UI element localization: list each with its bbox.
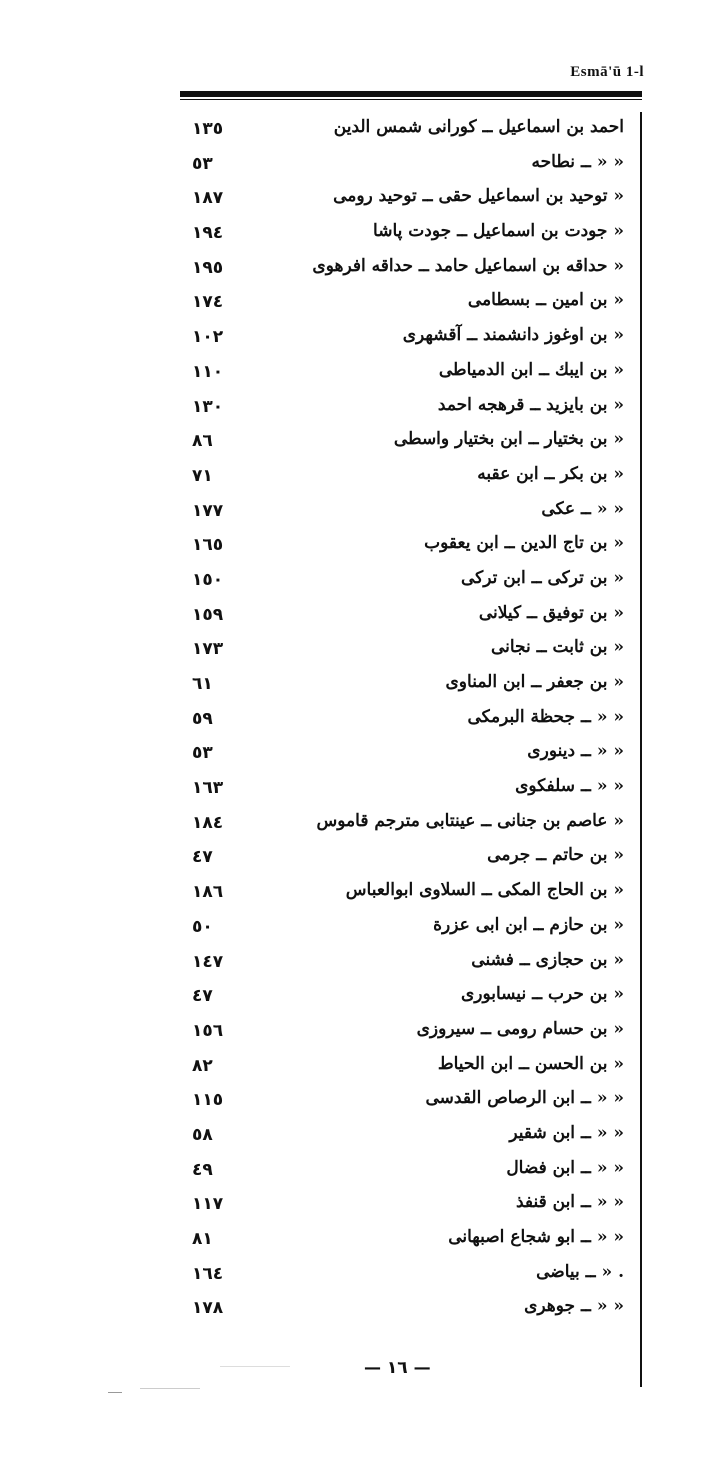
entry-page-number: ١٦٣ — [192, 778, 224, 799]
entry-name: « بن امین ــ بسطامی — [467, 290, 624, 311]
entry-name: « بن حجازی ــ فشنی — [471, 949, 624, 970]
index-entry — [180, 114, 632, 149]
index-entry — [180, 600, 632, 635]
entry-name: « جودت بن اسماعیل ــ جودت پاشا — [373, 221, 624, 242]
entry-page-number: ١٣٠ — [192, 396, 224, 417]
index-entry — [180, 669, 632, 704]
top-rule — [180, 91, 642, 97]
entry-name: . « ــ بیاضی — [536, 1261, 624, 1282]
scan-speck — [108, 1392, 122, 1393]
entry-page-number: ٤٩ — [192, 1159, 213, 1180]
entry-name: « « ــ ابن فضال — [506, 1157, 624, 1178]
top-rule-thin — [180, 99, 642, 100]
scan-speck — [140, 1388, 200, 1389]
index-entry — [180, 461, 632, 496]
entry-page-number: ٥٣ — [192, 153, 213, 174]
entry-name: « توحید بن اسماعیل حقی ــ توحید رومی — [333, 186, 624, 207]
entry-name: « « ــ ابن قنفذ — [515, 1192, 624, 1213]
index-entry — [180, 565, 632, 600]
entry-name: « « ــ جحظة البرمکی — [467, 706, 624, 727]
entry-name: « بن بختیار ــ ابن بختیار واسطی — [393, 429, 624, 450]
index-entry — [180, 1051, 632, 1086]
index-entry — [180, 912, 632, 947]
entry-page-number: ٨٢ — [192, 1055, 213, 1076]
entry-page-number: ١٩٥ — [192, 257, 224, 278]
entry-page-number: ٥٣ — [192, 743, 213, 764]
entry-page-number: ٤٧ — [192, 847, 213, 868]
entry-page-number: ١٥٦ — [192, 1020, 224, 1041]
index-entry — [180, 1259, 632, 1294]
entry-page-number: ١٠٢ — [192, 327, 224, 348]
index-entry — [180, 287, 632, 322]
entry-page-number: ١١٥ — [192, 1090, 224, 1111]
entry-page-number: ١٥٩ — [192, 604, 224, 625]
entry-name: « بن بکر ــ ابن عقبه — [477, 463, 624, 484]
entry-name: « بن توفیق ــ کیلانی — [478, 602, 624, 623]
entry-name: « « ــ نطاحه — [531, 151, 624, 172]
entry-name: « « ــ ابو شجاع اصبهانی — [448, 1227, 624, 1247]
index-entry — [180, 322, 632, 357]
entry-name: « « ــ ابن شقیر — [509, 1122, 624, 1143]
index-entry — [180, 253, 632, 288]
index-entry — [180, 842, 632, 877]
entry-name: « بن ایبك ــ ابن الدمیاطی — [438, 359, 624, 380]
entry-page-number: ١٩٤ — [192, 223, 224, 244]
index-entry — [180, 149, 632, 184]
entry-name: « بن تاج الدین ــ ابن یعقوب — [424, 533, 624, 554]
index-entry — [180, 530, 632, 565]
index-entry — [180, 1224, 632, 1259]
index-entry — [180, 426, 632, 461]
entry-name: « بن ترکی ــ ابن ترکی — [461, 567, 624, 588]
entry-name: « « ــ عکی — [541, 498, 624, 519]
index-entry — [180, 808, 632, 843]
entry-page-number: ١٧٧ — [192, 500, 224, 521]
entry-page-number: ٥٩ — [192, 708, 213, 729]
index-entry — [180, 392, 632, 427]
entry-name: « عاصم بن جنانی ــ عینتابی مترجم قاموس — [316, 810, 624, 831]
entry-page-number: ١٦٥ — [192, 535, 224, 556]
index-entry — [180, 1120, 632, 1155]
entry-page-number: ١٣٥ — [192, 119, 224, 139]
entry-name: « حداقه بن اسماعیل حامد ــ حداقه افرهوی — [312, 255, 624, 276]
entry-page-number: ٧١ — [192, 465, 213, 486]
entry-page-number: ٤٧ — [192, 986, 213, 1007]
entry-page-number: ١٨٧ — [192, 188, 224, 209]
index-entry — [180, 496, 632, 531]
entry-name: احمد بن اسماعیل ــ کورانی شمس الدین — [333, 117, 624, 137]
index-entry — [180, 1293, 632, 1328]
entry-name: « بن الحاج المکی ــ السلاوی ابوالعباس — [345, 880, 624, 901]
running-header: Esmā'ū 1-l — [570, 64, 644, 80]
entry-name: « « ــ دینوری — [527, 741, 624, 762]
index-entry — [180, 877, 632, 912]
entry-page-number: ١٥٠ — [192, 569, 224, 590]
entry-name: « بن حاتم ــ جرمی — [487, 845, 624, 866]
entry-name: « بن حسام رومی ــ سیروزی — [416, 1018, 624, 1039]
index-entry — [180, 981, 632, 1016]
entry-name: « بن ثابت ــ نجانی — [490, 637, 624, 658]
entry-name: « بن حازم ــ ابن ابی عزرة — [433, 914, 624, 935]
entry-name: « « ــ ابن الرصاص القدسی — [425, 1088, 624, 1109]
index-entry — [180, 357, 632, 392]
entry-page-number: ١٧٨ — [192, 1298, 224, 1319]
index-entry — [180, 1085, 632, 1120]
index-entry — [180, 1155, 632, 1190]
index-entry — [180, 773, 632, 808]
entry-page-number: ٥٠ — [192, 916, 213, 937]
index-list — [180, 114, 632, 1328]
entry-name: « بن اوغوز دانشمند ــ آقشهری — [402, 325, 624, 346]
entry-name: « بن حرب ــ نیسابوری — [460, 984, 624, 1005]
entry-page-number: ١٤٧ — [192, 951, 224, 972]
entry-page-number: ٨١ — [192, 1229, 213, 1249]
entry-page-number: ١٨٤ — [192, 812, 224, 833]
index-entry — [180, 947, 632, 982]
entry-name: « « ــ سلفکوی — [515, 776, 624, 797]
index-entry — [180, 738, 632, 773]
index-entry — [180, 634, 632, 669]
entry-page-number: ٥٨ — [192, 1124, 213, 1145]
index-entry — [180, 1016, 632, 1051]
page-number: — ١٦ — — [364, 1358, 431, 1378]
entry-page-number: ٨٦ — [192, 431, 213, 452]
entry-page-number: ١١٧ — [192, 1194, 224, 1215]
index-entry — [180, 704, 632, 739]
entry-page-number: ١٧٤ — [192, 292, 224, 313]
entry-name: « بن جعفر ــ ابن المناوی — [445, 672, 624, 692]
entry-page-number: ١٦٤ — [192, 1263, 224, 1284]
entry-page-number: ١١٠ — [192, 361, 224, 382]
entry-name: « « ــ جوهری — [524, 1296, 624, 1317]
index-entry — [180, 183, 632, 218]
index-entry — [180, 218, 632, 253]
scan-speck — [220, 1366, 290, 1367]
entry-page-number: ١٧٣ — [192, 639, 224, 660]
entry-name: « بن بایزید ــ قرهجه احمد — [437, 394, 624, 415]
side-rule — [640, 112, 642, 1387]
index-entry — [180, 1189, 632, 1224]
entry-name: « بن الحسن ــ ابن الحیاط — [437, 1053, 624, 1074]
entry-page-number: ٦١ — [192, 674, 213, 694]
entry-page-number: ١٨٦ — [192, 882, 224, 903]
